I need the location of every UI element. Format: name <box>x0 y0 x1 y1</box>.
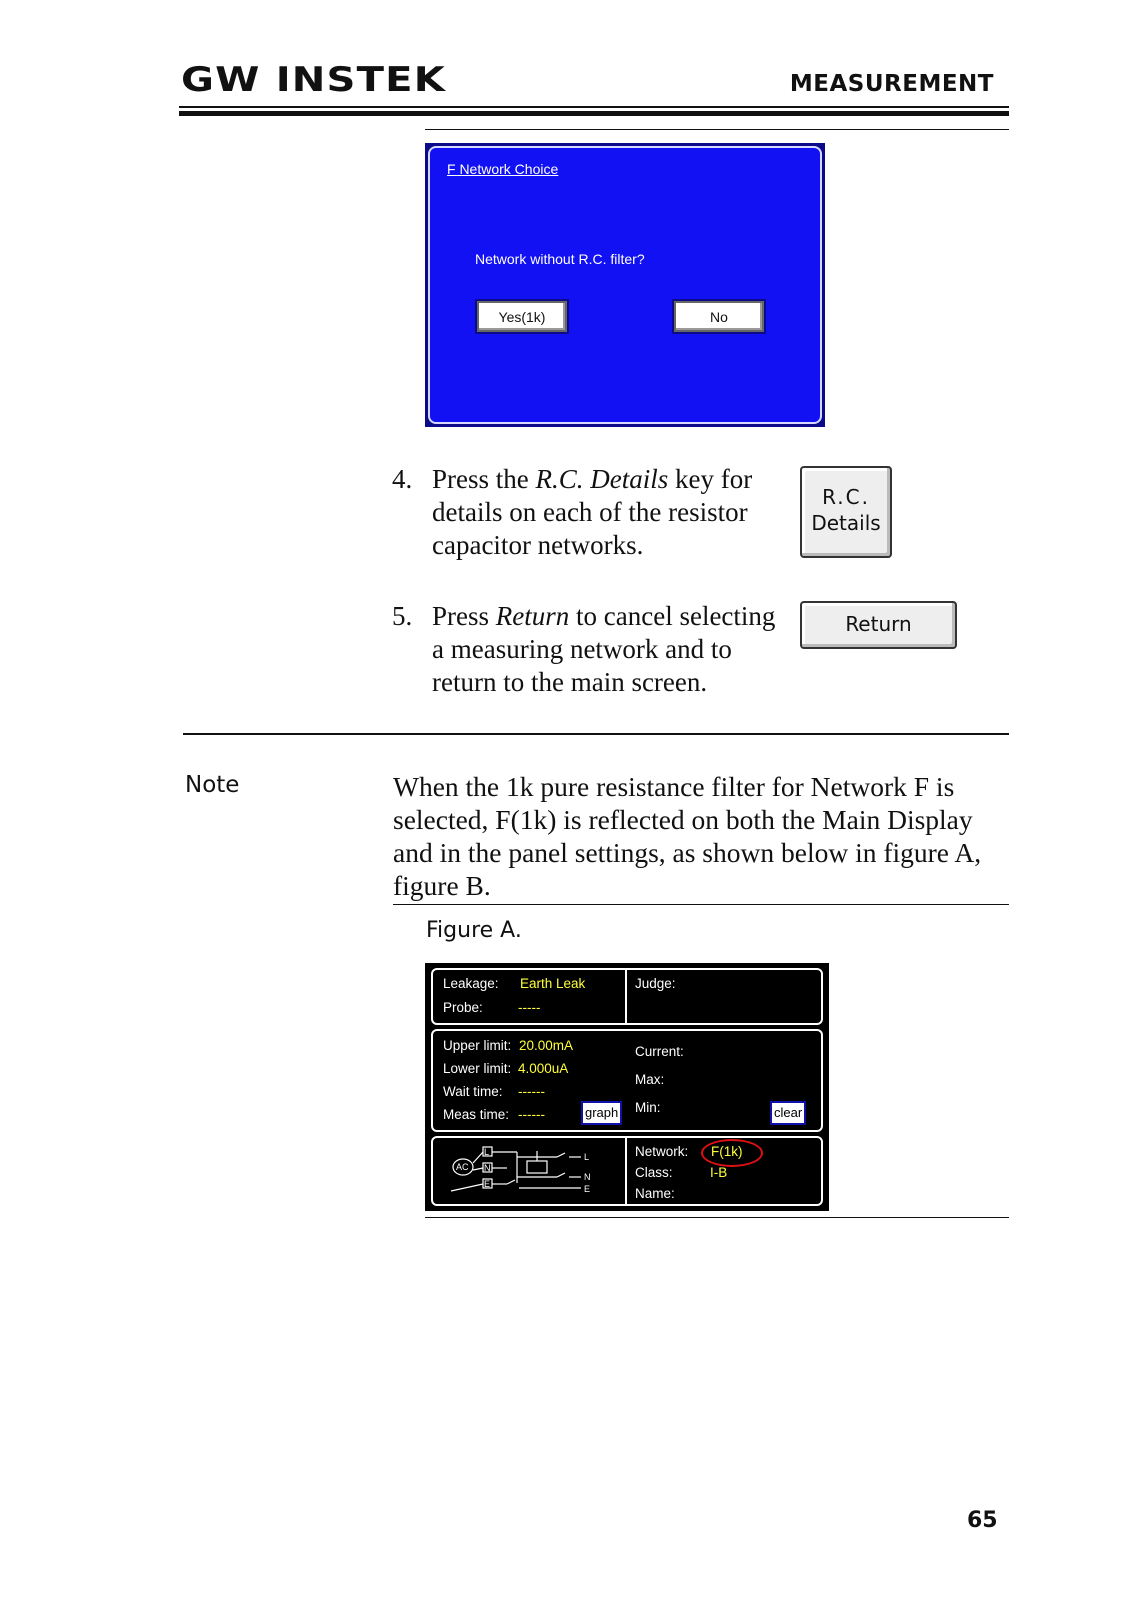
name-label: Name: <box>635 1186 675 1201</box>
meas-time-value: ------ <box>518 1107 545 1122</box>
step-number: 4. <box>392 464 413 494</box>
network-label: Network: <box>635 1144 689 1159</box>
lower-limit-label: Lower limit: <box>443 1061 512 1076</box>
page-number: 65 <box>967 1508 998 1533</box>
note-top-rule <box>183 733 1009 735</box>
figure-a-caption: Figure A. <box>426 918 522 943</box>
divider <box>625 968 627 1025</box>
max-label: Max: <box>635 1072 665 1087</box>
step-text: Press Return to cancel selecting a measuring network and to return to the main screen. <box>432 601 776 697</box>
class-value: I-B <box>710 1165 728 1180</box>
meas-time-label: Meas time: <box>443 1107 510 1122</box>
note-bottom-rule <box>393 904 1009 905</box>
svg-text:L: L <box>484 1147 490 1157</box>
header-rule-thick <box>179 111 1009 116</box>
lower-limit-value: 4.000uA <box>518 1061 569 1076</box>
return-key[interactable]: Return <box>800 601 957 649</box>
svg-text:AC: AC <box>456 1162 469 1172</box>
top-table-rule <box>425 129 1009 130</box>
leakage-label: Leakage: <box>443 976 499 991</box>
no-button[interactable]: No <box>674 301 764 332</box>
probe-label: Probe: <box>443 1000 483 1015</box>
header-rule-thin <box>179 106 1009 108</box>
current-label: Current: <box>635 1044 684 1059</box>
network-choice-screenshot <box>425 143 825 427</box>
upper-limit-value: 20.00mA <box>519 1038 574 1053</box>
upper-limit-label: Upper limit: <box>443 1038 512 1053</box>
wait-time-value: ------ <box>518 1084 545 1099</box>
dialog-question: Network without R.C. filter? <box>475 251 645 267</box>
network-value: F(1k) <box>711 1144 743 1159</box>
svg-text:L: L <box>584 1152 590 1162</box>
min-label: Min: <box>635 1100 661 1115</box>
key-label-bottom: Details <box>811 511 881 535</box>
dialog-title: F Network Choice <box>447 161 559 177</box>
key-label-top: R.C. <box>822 485 870 509</box>
rc-details-key[interactable] <box>800 466 892 558</box>
section-title: MEASUREMENT <box>789 71 994 97</box>
gw-instek-logo: GW INSTEK <box>181 60 447 100</box>
note-label: Note <box>185 772 240 798</box>
leakage-value: Earth Leak <box>520 976 586 991</box>
judge-label: Judge: <box>635 976 676 991</box>
class-label: Class: <box>635 1165 673 1180</box>
divider <box>625 1136 627 1206</box>
highlight-ellipse <box>701 1139 763 1167</box>
graph-button[interactable]: graph <box>581 1101 622 1125</box>
yes-1k-button[interactable]: Yes(1k) <box>477 301 567 332</box>
clear-button[interactable]: clear <box>770 1101 806 1125</box>
circuit-diagram-icon <box>447 1143 607 1201</box>
step-number: 5. <box>392 601 413 631</box>
step-text: Press the R.C. Details key for details on each of the resistor capacitor networks. <box>432 464 753 560</box>
svg-text:E: E <box>584 1184 591 1194</box>
svg-text:N: N <box>484 1163 491 1173</box>
wait-time-label: Wait time: <box>443 1084 503 1099</box>
note-text: When the 1k pure resistance filter for Network F is selected, F(1k) is reflected on both the Main Display and in the panel settings, as shown below in figure A, figure B. <box>393 771 982 901</box>
figure-a-panel <box>425 963 829 1211</box>
probe-value: ----- <box>518 1000 541 1015</box>
step-4 <box>392 463 787 573</box>
svg-text:N: N <box>584 1172 591 1182</box>
network-choice-dialog <box>428 146 822 424</box>
figure-bottom-rule <box>425 1217 1009 1218</box>
svg-text:E: E <box>484 1179 491 1189</box>
step-5 <box>392 600 787 735</box>
